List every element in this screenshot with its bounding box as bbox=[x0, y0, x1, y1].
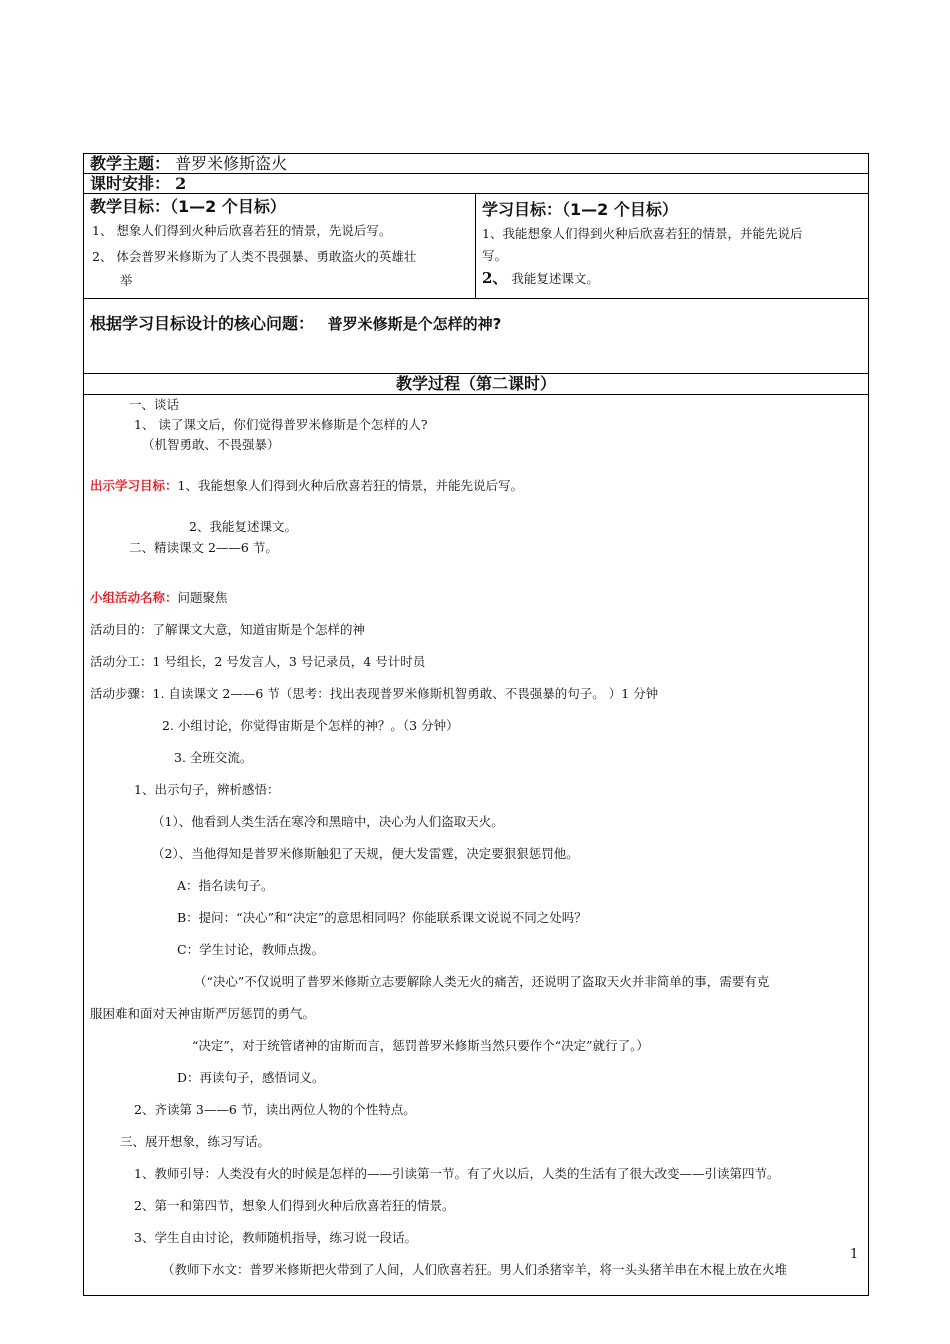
theme-value: 普罗米修斯盗火 bbox=[175, 154, 288, 173]
group-activity: 小组活动名称：问题聚焦 bbox=[90, 590, 228, 605]
imagine-1: 1、教师引导：人类没有火的时候是怎样的——引读第一节。有了火以后，人类的生活有了很大改变——引读第四节。 bbox=[134, 1166, 780, 1181]
teaching-goals-cell bbox=[84, 194, 476, 299]
step-d: D：再读句子，感悟词义。 bbox=[177, 1070, 325, 1085]
step-a: A：指名读句子。 bbox=[177, 878, 274, 893]
goal-display: 出示学习目标：1、我能想象人们得到火种后欣喜若狂的情景，并能先说后写。 bbox=[90, 478, 523, 493]
teaching-goal-2-cont: 举 bbox=[120, 273, 133, 288]
activity-step-1: 活动步骤：1. 自读课文 2——6 节（思考：找出表现普罗米修斯机智勇敢、不畏强暴的句子。 ）1 分钟 bbox=[90, 686, 659, 701]
core-question-text: 普罗米修斯是个怎样的神? bbox=[327, 315, 502, 333]
imagine-2: 2、第一和第四节，想象人们得到火种后欣喜若狂的情景。 bbox=[134, 1198, 455, 1213]
show-sentences: 1、出示句子，辨析感悟： bbox=[134, 782, 280, 797]
learning-goals-title: 学习目标：（1—2 个目标） bbox=[482, 200, 678, 219]
learning-goals-cell bbox=[476, 194, 869, 299]
process-title: 教学过程（第二课时） bbox=[84, 374, 869, 395]
teaching-goal-2: 2、 体会普罗米修斯为了人类不畏强暴、勇敢盗火的英雄壮 bbox=[92, 249, 417, 264]
read-together: 2、齐读第 3——6 节，读出两位人物的个性特点。 bbox=[134, 1102, 416, 1117]
activity-step-3: 3. 全班交流。 bbox=[174, 750, 253, 765]
section-read: 二、精读课文 2——6 节。 bbox=[129, 540, 278, 555]
step-b: B：提问：“决心”和“决定”的意思相同吗？你能联系课文说说不同之处吗？ bbox=[177, 910, 587, 925]
step-c: C：学生讨论，教师点拨。 bbox=[177, 942, 325, 957]
page-number: 1 bbox=[850, 1247, 859, 1262]
learning-goal-1: 1、我能想象人们得到火种后欣喜若狂的情景，并能先说后 bbox=[482, 226, 803, 241]
teacher-sample: （教师下水文：普罗米修斯把火带到了人间，人们欣喜若狂。男人们杀猪宰羊，将一头头猪羊串在木棍上放在火堆 bbox=[162, 1262, 788, 1277]
explanation-2: “决定”，对于统管诸神的宙斯而言，惩罚普罗米修斯当然只要作个“决定”就行了。） bbox=[192, 1038, 649, 1053]
schedule-row bbox=[84, 174, 869, 194]
section-talk: 一、谈话 bbox=[129, 397, 180, 412]
schedule-label: 课时安排： bbox=[90, 174, 171, 193]
imagine-3: 3、学生自由讨论，教师随机指导，练习说一段话。 bbox=[134, 1230, 417, 1245]
teaching-goal-1: 1、 想象人们得到火种后欣喜若狂的情景，先说后写。 bbox=[92, 223, 392, 238]
learning-goal-2: 2、 我能复述课文。 bbox=[482, 269, 599, 287]
explanation-1-cont: 服困难和面对天神宙斯严厉惩罚的勇气。 bbox=[90, 1006, 316, 1021]
schedule-value: 2 bbox=[175, 174, 187, 193]
core-question-row bbox=[84, 299, 869, 374]
teaching-goals-title: 教学目标：（1—2 个目标） bbox=[90, 197, 286, 216]
theme-label: 教学主题： bbox=[90, 154, 171, 173]
talk-question: 1、 读了课文后，你们觉得普罗米修斯是个怎样的人? bbox=[134, 417, 428, 432]
goal-display-2: 2、我能复述课文。 bbox=[189, 519, 297, 534]
lesson-plan-table bbox=[83, 153, 869, 1296]
process-content bbox=[84, 395, 869, 1296]
section-imagine: 三、展开想象，练习写话。 bbox=[120, 1134, 271, 1149]
sentence-2: （2）、当他得知是普罗米修斯触犯了天规，便大发雷霆，决定要狠狠惩罚他。 bbox=[152, 846, 579, 861]
talk-answer: （机智勇敢、不畏强暴） bbox=[142, 437, 280, 452]
activity-step-2: 2. 小组讨论，你觉得宙斯是个怎样的神？。（3 分钟） bbox=[162, 718, 459, 733]
explanation-1: （“决心”不仅说明了普罗米修斯立志要解除人类无火的痛苦，还说明了盗取天火并非简单的事，需要有克 bbox=[194, 974, 770, 989]
activity-roles: 活动分工：1 号组长，2 号发言人，3 号记录员，4 号计时员 bbox=[90, 654, 426, 669]
core-question-label: 根据学习目标设计的核心问题： bbox=[90, 314, 315, 333]
activity-purpose: 活动目的：了解课文大意，知道宙斯是个怎样的神 bbox=[90, 622, 366, 637]
sentence-1: （1）、他看到人类生活在寒冷和黑暗中，决心为人们盗取天火。 bbox=[152, 814, 504, 829]
theme-row bbox=[84, 154, 869, 174]
learning-goal-1-cont: 写。 bbox=[482, 248, 508, 263]
